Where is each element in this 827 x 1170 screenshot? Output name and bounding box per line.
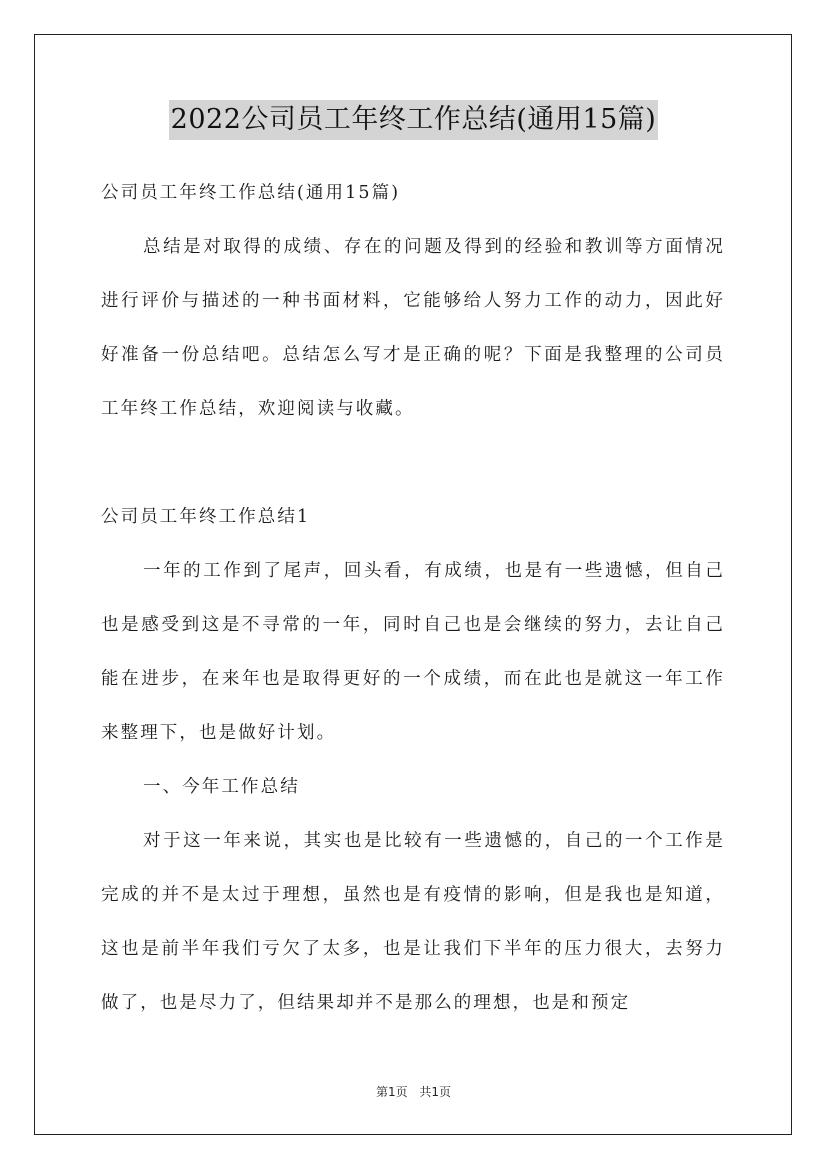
document-title: 2022公司员工年终工作总结(通用15篇) bbox=[169, 100, 659, 140]
subtitle-paragraph: 公司员工年终工作总结(通用15篇) bbox=[101, 183, 401, 203]
body-paragraph: 一年的工作到了尾声，回头看，有成绩，也是有一些遗憾，但自己也是感受到这是不寻常的一年，同时自己也是会继续的努力，去让自己能在进步，在来年也是取得更好的一个成绩，而在此也是就这一年工作来整理下，也是做好计划。 bbox=[101, 561, 725, 743]
subsection-heading: 一、今年工作总结 bbox=[143, 777, 300, 797]
page-footer bbox=[0, 1083, 827, 1100]
page-total: 共1页 bbox=[419, 1085, 452, 1099]
body-paragraph: 对于这一年来说，其实也是比较有一些遗憾的，自己的一个工作是完成的并不是太过于理想，虽然也是有疫情的影响，但是我也是知道，这也是前半年我们亏欠了太多，也是让我们下半年的压力很大，去努力做了，也是尽力了，但结果却并不是那么的理想，也是和预定 bbox=[101, 831, 725, 1013]
blank-line bbox=[101, 436, 725, 490]
intro-paragraph: 总结是对取得的成绩、存在的问题及得到的经验和教训等方面情况进行评价与描述的一种书面材料，它能够给人努力工作的动力，因此好好准备一份总结吧。总结怎么写才是正确的呢？下面是我整理的公司员工年终工作总结，欢迎阅读与收藏。 bbox=[101, 237, 725, 419]
section-heading: 公司员工年终工作总结1 bbox=[101, 507, 311, 527]
document-body bbox=[101, 166, 725, 1030]
title-container bbox=[0, 100, 827, 140]
page-number: 第1页 bbox=[375, 1085, 408, 1099]
